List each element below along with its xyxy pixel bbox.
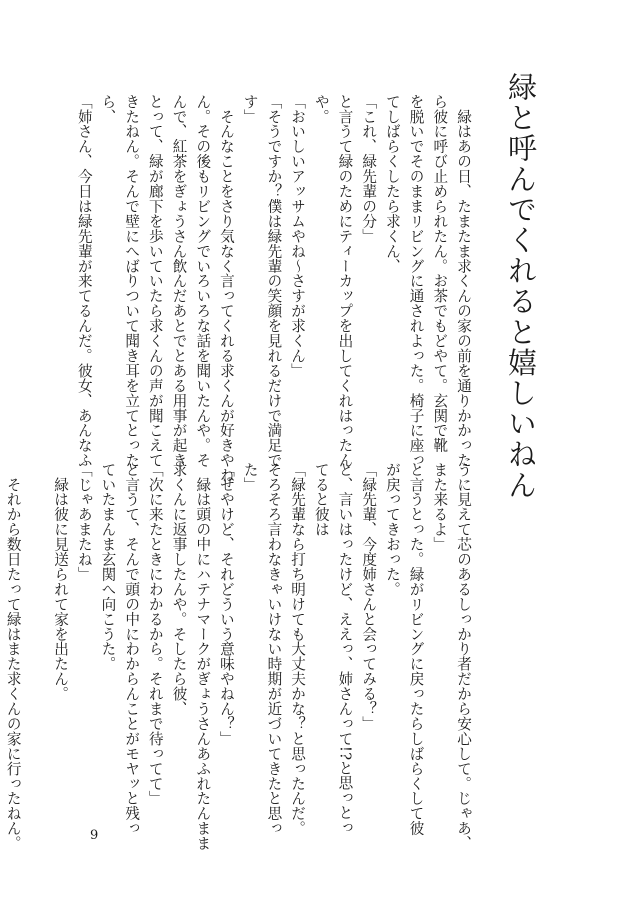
text-line: きたねん。そんで壁にへばりついて聞き耳を立てとった [123,94,141,468]
text-line: とって、緑が廊下を歩いていたら求くんの声が聞こえて [146,94,164,468]
text-line: 「せやけど、それどういう意味やねん？」 [217,462,235,747]
body-text-lower [4,462,475,851]
text-line: そろそろ言わなきゃいけない時期が近づいてきたと思っ [265,462,283,836]
page-number: 9 [90,828,99,843]
text-line: ていたまんま玄関へ向こうた。 [99,462,117,672]
text-line: す」 [241,94,259,124]
text-line: また来るよ」 [431,462,449,552]
text-line: 「そうですか？僕は緑先輩の笑顔を見れるだけで満足で [265,94,283,468]
text-line: た」 [241,462,259,492]
text-line: ん。その後もリビングでいろいろな話を聞いたんや。そ [194,94,212,468]
text-line: 「緑先輩なら打ち明けても大丈夫かな？と思ったんだ。 [289,462,307,836]
text-line: が戻ってきおった。 [383,462,401,597]
text-line: てしばらくしたら求くん、 [383,94,401,274]
text-line [25,462,49,814]
text-line: そんなことをさり気なく言ってくれる求くんが好きやね [217,94,235,483]
text-line: んで、紅茶をぎょうさん飲んだあとでとある用事が起き [170,94,188,468]
text-line: 「姉さん、今日は緑先輩が来てるんだ。彼女、あんなふ [75,94,93,468]
text-line: 「これ、緑先輩の分」 [360,94,378,244]
text-line: 緑は頭の中にハテナマークがぎょうさんあふれたんまま [194,462,212,851]
text-line: ら、 [99,94,117,124]
text-line: 緑はあの日、たまたま求くんの家の前を通りかかった [455,94,472,468]
text-line: てると彼は [312,462,330,537]
text-line: 求くんに返事したんや。そしたら彼、 [170,462,188,717]
text-line: それから数日たって緑はまた求くんの家に行ったねん。 [4,462,22,851]
text-line: と言うて、そんで頭の中にわからんことがモヤッと残っ [123,462,141,836]
text-line: と言うとった。緑がリビングに戻ったらしばらくして彼 [407,462,425,836]
body-text-upper [75,94,475,483]
text-line: と言うて緑のためにティーカップを出してくれはったん [336,94,354,468]
text-line: 「次に来たときにわかるから。それまで待ってて」 [146,462,164,806]
text-line: 緑は彼に見送られて家を出たん。 [52,462,70,702]
text-line: や。 [312,94,330,124]
chapter-title: 緑と呼んでくれると嬉しいねん [504,72,538,501]
text-line: 「じゃあまたね」 [75,462,93,582]
text-line: 「緑先輩、今度姉さんと会ってみる？」 [360,462,378,732]
text-line: ら彼に呼び止められたん。お茶でもどやて。玄関で靴 [431,94,449,453]
text-line: を脱いでそのままリビングに通されよった。椅子に座っ [407,94,425,468]
text-line: うに見えて芯のあるしっかり者だから安心して。じゃあ、 [455,462,472,851]
text-line: と、言いはったけど、ええっ、姉さんって!?と思っとっ [336,462,354,836]
text-line: 「おいしいアッサムやね〜さすが求くん」 [289,94,307,379]
